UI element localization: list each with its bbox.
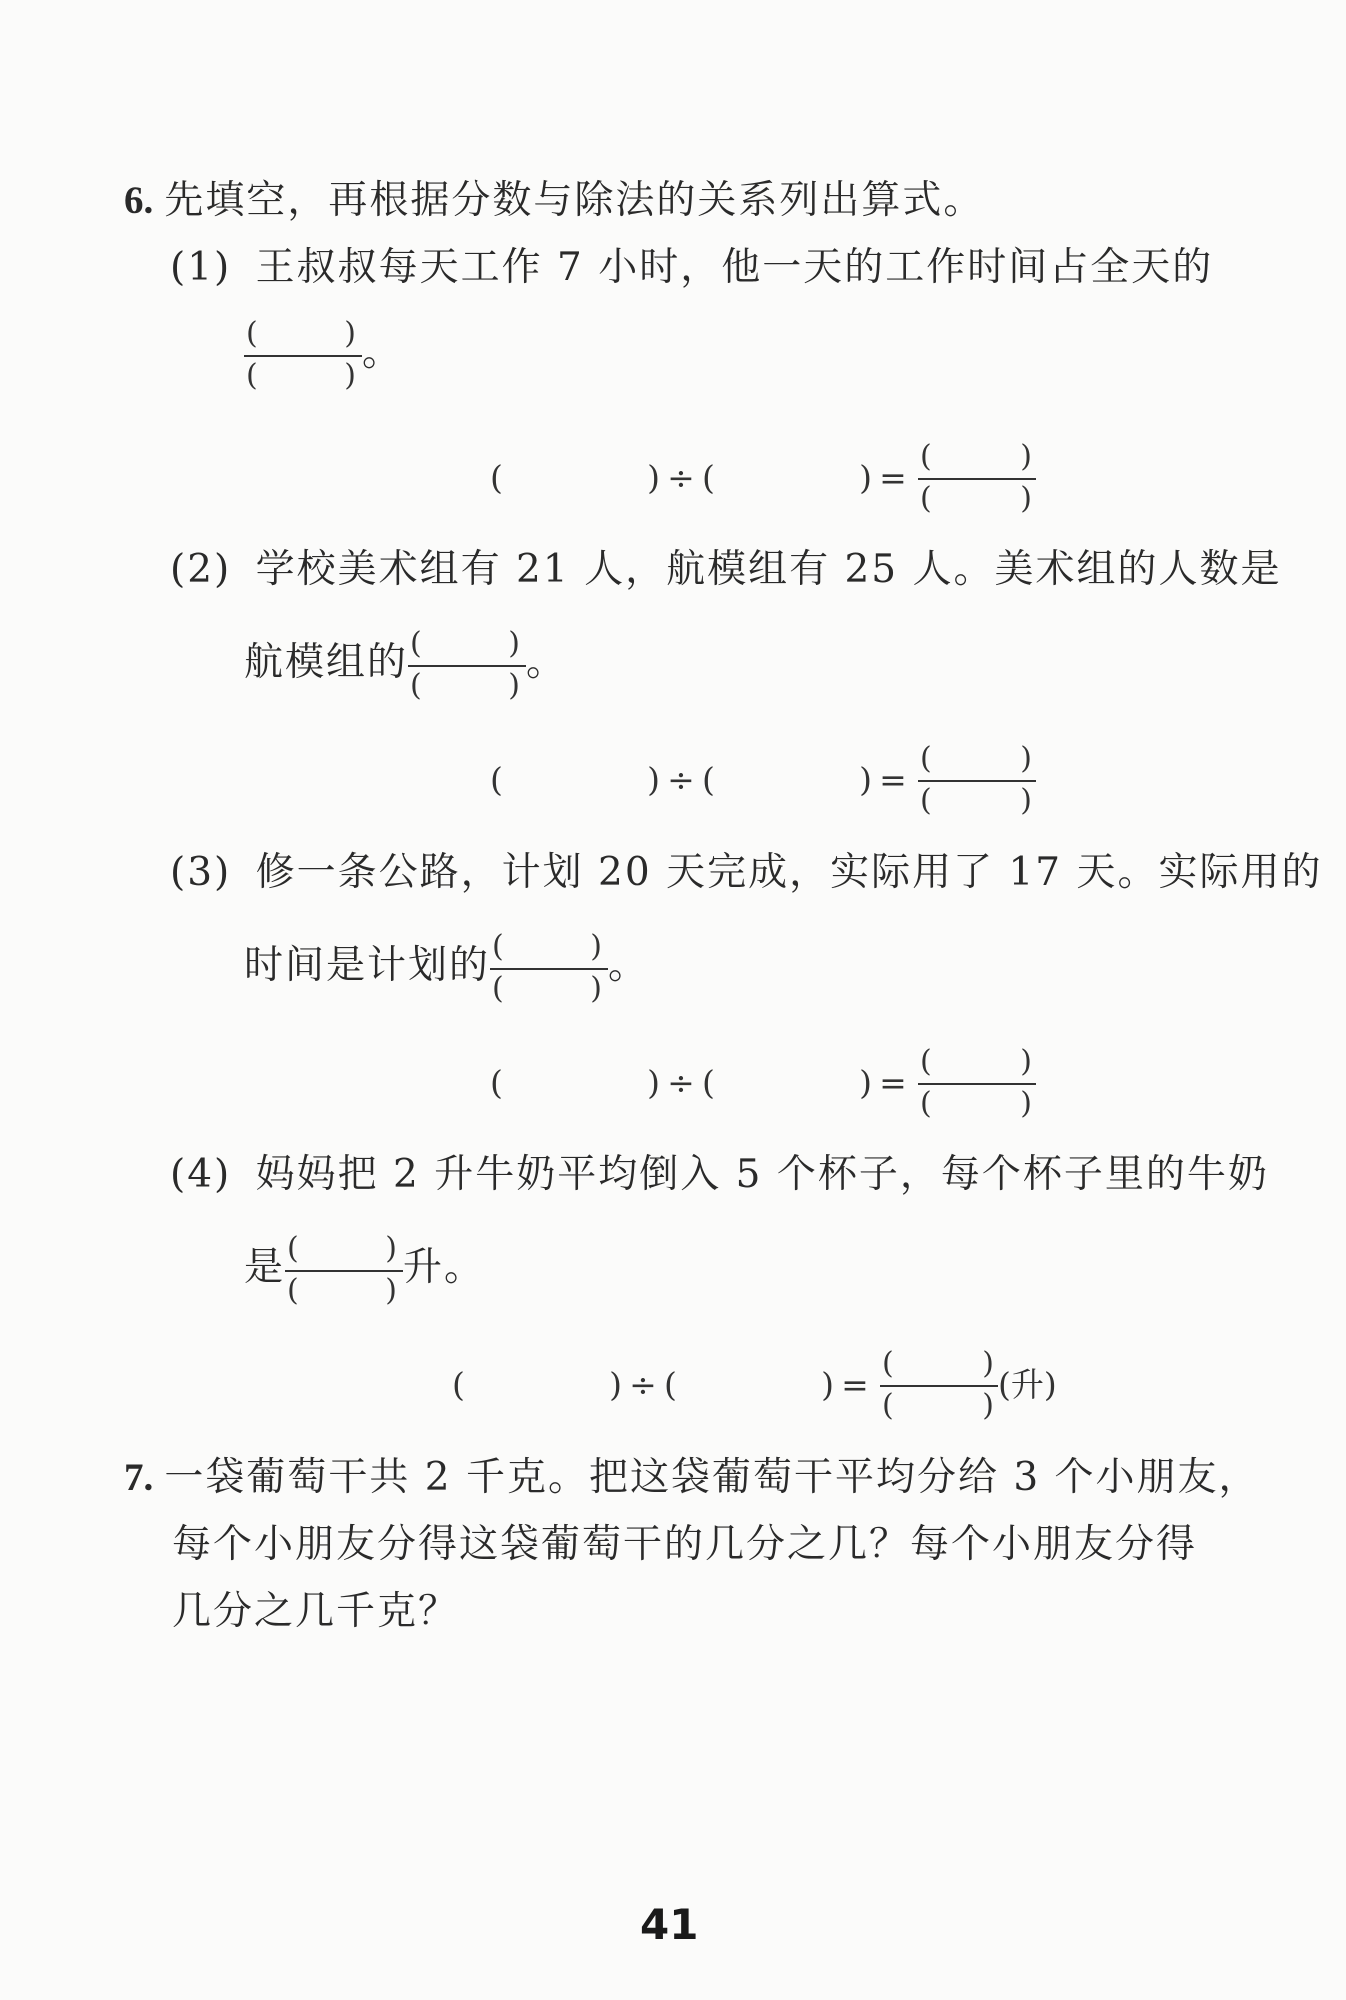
item-4-line1 [170, 1150, 1269, 1200]
dividend-blank[interactable]: ( ) [490, 760, 660, 799]
item-4-line2: 是 ( ) ( ) 升。 [244, 1220, 485, 1320]
question-7-number: 7. [124, 1456, 154, 1499]
item-4-text: 妈妈把 2 升牛奶平均倒入 5 个杯子，每个杯子里的牛奶 [255, 1152, 1269, 1197]
dividend-blank[interactable]: ( ) [490, 1063, 660, 1102]
divide-sign: ÷ [667, 760, 695, 799]
item-4-fraction-blank[interactable]: ( ) ( ) [285, 1220, 403, 1320]
equals-sign: = [879, 458, 907, 497]
fraction-bar [408, 665, 526, 667]
equals-sign: = [879, 1063, 907, 1102]
item-2-fraction-blank[interactable]: ( ) ( ) [408, 615, 526, 715]
fraction-bar [918, 780, 1036, 782]
divisor-blank[interactable]: ( ) [702, 760, 872, 799]
fraction-bar [490, 968, 608, 970]
item-1-text: 王叔叔每天工作 7 小时，他一天的工作时间占全天的 [255, 245, 1214, 290]
question-7-text-1: 一袋葡萄干共 2 千克。把这袋葡萄干平均分给 3 个小朋友， [164, 1455, 1260, 1500]
item-3-line1 [170, 848, 1323, 898]
item-1-line1 [170, 243, 1213, 293]
divisor-blank[interactable]: ( ) [702, 458, 872, 497]
dividend-blank[interactable]: ( ) [490, 458, 660, 497]
question-6-number: 6. [124, 179, 154, 222]
unit-liter: (升) [998, 1365, 1057, 1404]
item-4-equation [452, 1335, 1057, 1435]
item-3-equation [490, 1033, 1036, 1133]
item-2-text: 学校美术组有 21 人，航模组有 25 人。美术组的人数是 [255, 547, 1282, 592]
item-3-text: 修一条公路，计划 20 天完成，实际用了 17 天。实际用的 [255, 850, 1323, 895]
fraction-bar [918, 478, 1036, 480]
item-3-label: (3) [170, 850, 232, 895]
divide-sign: ÷ [629, 1365, 657, 1404]
divide-sign: ÷ [667, 458, 695, 497]
fraction-bar [244, 355, 362, 357]
page-number: 41 [640, 1900, 699, 1949]
divide-sign: ÷ [667, 1063, 695, 1102]
equals-sign: = [841, 1365, 869, 1404]
item-1-label: (1) [170, 245, 232, 290]
question-7-text-2: 每个小朋友分得这袋葡萄干的几分之几？每个小朋友分得 [172, 1522, 1198, 1567]
fraction-bar [918, 1083, 1036, 1085]
question-7-line1 [124, 1453, 1260, 1503]
divisor-blank[interactable]: ( ) [702, 1063, 872, 1102]
item-3-fraction-blank[interactable]: ( ) ( ) [490, 918, 608, 1018]
item-4-label: (4) [170, 1152, 232, 1197]
result-fraction-blank[interactable]: ( ) ( ) [918, 730, 1036, 830]
equals-sign: = [879, 760, 907, 799]
item-3-line2: 时间是计划的 ( ) ( ) 。 [244, 918, 649, 1018]
divisor-blank[interactable]: ( ) [664, 1365, 834, 1404]
item-1-line2: ( ) ( ) 。 [244, 305, 403, 405]
item-2-equation [490, 730, 1036, 830]
result-fraction-blank[interactable]: ( ) ( ) [918, 428, 1036, 528]
result-fraction-blank[interactable]: ( ) ( ) [918, 1033, 1036, 1133]
question-6-instruction: 先填空，再根据分数与除法的关系列出算式。 [164, 178, 985, 223]
item-1-equation [490, 428, 1036, 528]
question-7-text-3: 几分之几千克？ [172, 1589, 460, 1634]
item-2-label: (2) [170, 547, 232, 592]
item-1-fraction-blank[interactable]: ( ) ( ) [244, 305, 362, 405]
result-fraction-blank[interactable]: ( ) ( ) [880, 1335, 998, 1435]
dividend-blank[interactable]: ( ) [452, 1365, 622, 1404]
item-2-line2: 航模组的 ( ) ( ) 。 [244, 615, 567, 715]
fraction-bar [285, 1270, 403, 1272]
item-2-line1 [170, 545, 1282, 595]
question-6-header [124, 176, 984, 226]
fraction-bar [880, 1385, 998, 1387]
